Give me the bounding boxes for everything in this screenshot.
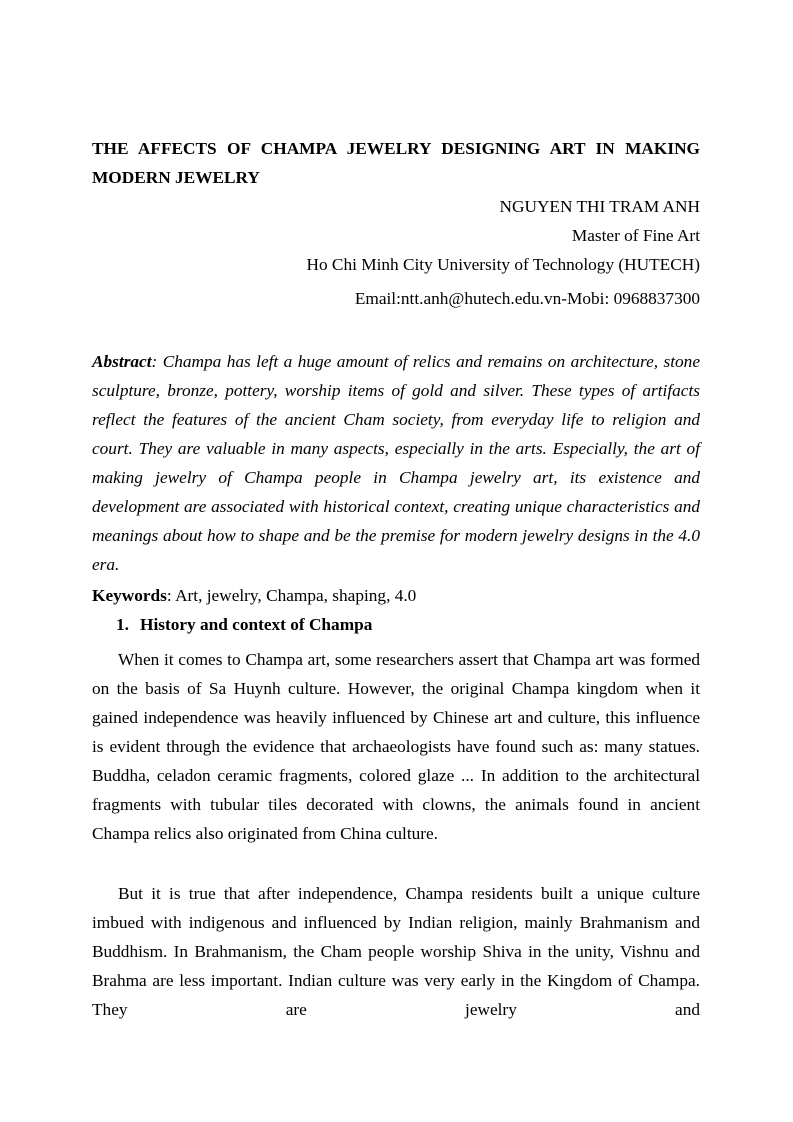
author-degree: Master of Fine Art — [571, 226, 700, 245]
keywords-label: Keywords — [92, 586, 167, 605]
body-paragraph-2: But it is true that after independence, Champa residents built a unique culture imbued with indigenous and influenced by Indian religion, mainly Brahmanism and Buddhism. In Brahmanism, the Cham people worship Shiva in the unity, Vishnu and Brahma are less important. Indian culture was very early in the Kingdom of Champa. They are jewelry and — [92, 884, 700, 1019]
abstract-separator: : — [151, 352, 163, 371]
section-heading-1 — [92, 610, 700, 639]
abstract-paragraph — [92, 347, 700, 579]
paper-title-line1: THE AFFECTS OF CHAMPA JEWELRY DESIGNING ART IN MAKING — [92, 139, 700, 158]
author-affiliation: Ho Chi Minh City University of Technology (HUTECH) — [306, 255, 700, 274]
keywords-line — [92, 581, 700, 610]
author-name: NGUYEN THI TRAM ANH — [499, 197, 700, 216]
section-heading-text: History and context of Champa — [140, 615, 373, 634]
abstract-label: Abstract — [92, 352, 152, 371]
author-contact: Email:ntt.anh@hutech.edu.vn-Mobi: 0968837300 — [354, 289, 700, 308]
keywords-separator: : — [166, 586, 176, 605]
section-number: 1. — [116, 615, 129, 634]
paper-title-line2: MODERN JEWELRY — [92, 168, 260, 187]
body-paragraph-1: When it comes to Champa art, some researchers assert that Champa art was formed on the basis of Sa Huynh culture. However, the original Champa kingdom when it gained independence was heavily influenced by Chinese art and culture, this influence is evident through the evidence that archaeologists have found such as: many statues. Buddha, celadon ceramic fragments, colored glaze ... In addition to the architectural fragments with tubular tiles decorated with clowns, the animals found in ancient Champa relics also originated from China culture. — [92, 650, 700, 843]
author-block — [92, 192, 700, 313]
keywords-text: Art, jewelry, Champa, shaping, 4.0 — [175, 586, 417, 605]
paper-title — [92, 134, 700, 192]
abstract-text: Champa has left a huge amount of relics and remains on architecture, stone sculpture, bronze, pottery, worship items of gold and silver. These types of artifacts reflect the features of the ancient Cham society, from everyday life to religion and court. They are valuable in many aspects, especially in the arts. Especially, the art of making jewelry of Champa people in Champa jewelry art, its existence and development are associated with historical context, creating unique characteristics and meanings about how to shape and be the premise for modern jewelry designs in the 4.0 era. — [92, 352, 700, 574]
